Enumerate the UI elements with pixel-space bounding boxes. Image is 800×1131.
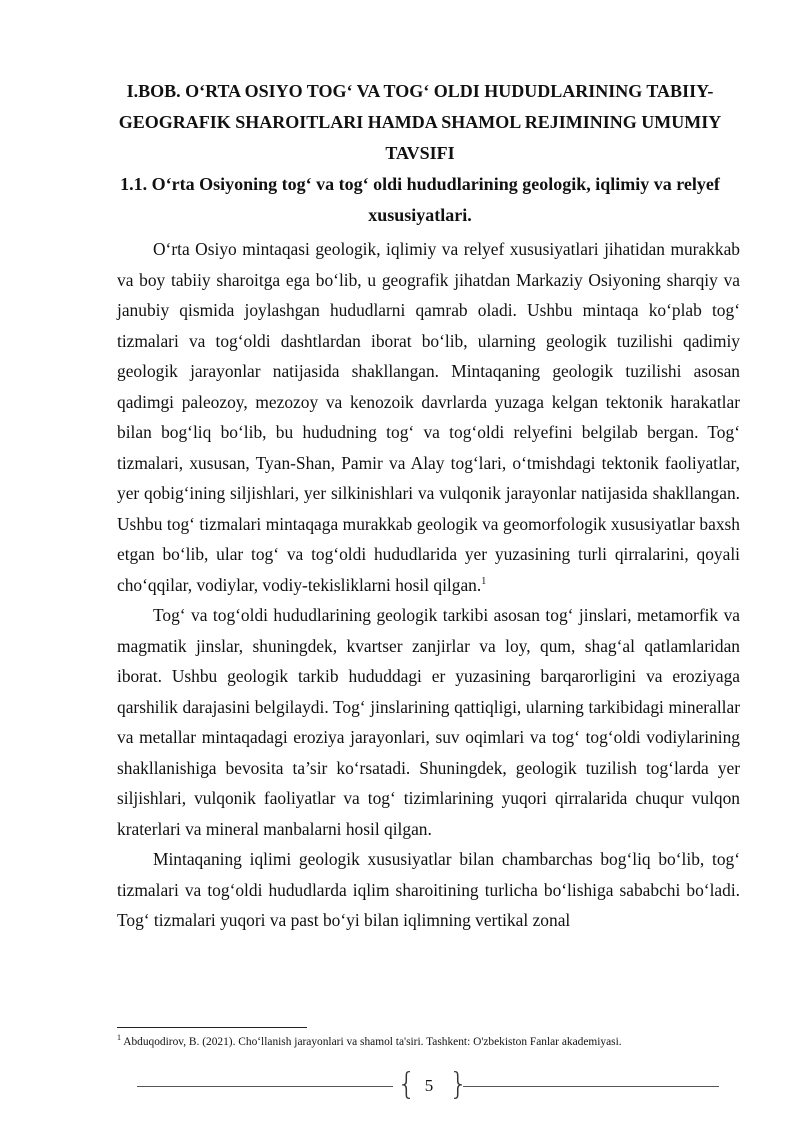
paragraph-1 [117, 234, 740, 600]
footnote-mark: 1 [117, 1033, 121, 1043]
footnote-reference[interactable]: 1 [481, 575, 487, 587]
paragraph-3: Mintaqaning iqlimi geologik xususiyatlar bilan chambarchas bog‘liq bo‘lib, tog‘ tizmalari va tog‘oldi hududlarda iqlim sharoitining turlicha bo‘lishiga sababchi bo‘ladi. Tog‘ tizmalari yuqori va past bo‘yi bilan iqlimning vertikal zonal [117, 849, 740, 930]
footnote [117, 1034, 747, 1050]
paragraph-1-text: O‘rta Osiyo mintaqasi geologik, iqlimiy va relyef xususiyatlari jihatidan murakkab va boy tabiiy sharoitga ega bo‘lib, u geografik jihatdan Markaziy Osiyoning sharqiy va janubiy qismida joylashgan hududlarni qamrab oladi. Ushbu mintaqa ko‘plab tog‘ tizmalari va tog‘oldi dashtlardan iborat bo‘lib, ularning geologik tuzilishi qadimiy geologik jarayonlar natijasida shakllangan. Mintaqaning geologik tuzilishi asosan qadimgi paleozoy, mezozoy va kenozoik davrlarda yuzaga kelgan tektonik harakatlar bilan bog‘liq bo‘lib, bu hududning tog‘ va tog‘oldi relyefini belgilab bergan. Tog‘ tizmalari, xususan, Tyan-Shan, Pamir va Alay tog‘lari, o‘tmishdagi tektonik faoliyatlar, yer qobig‘ining siljishlari, yer silkinishlari va vulqonik jarayonlar natijasida shakllangan. Ushbu tog‘ tizmalari mintaqaga murakkab geologik va geomorfologik xususiyatlar baxsh etgan bo‘lib, ular tog‘ va tog‘oldi hududlarida yer yuzasining turli qirralarini, qoyali cho‘qqilar, vodiylar, vodiy-tekisliklarni hosil qilgan. [117, 239, 740, 595]
body-text [117, 234, 740, 936]
footnote-separator [117, 1027, 307, 1028]
page-number-line-left [137, 1086, 393, 1087]
page-number-bracket-right: } [449, 1067, 469, 1102]
chapter-title: I.BOB. O‘RTA OSIYO TOG‘ VA TOG‘ OLDI HUDUDLARINING TABIIY-GEOGRAFIK SHAROITLARI HAMDA SHAMOL REJIMINING UMUMIY TAVSIFI [118, 81, 722, 163]
page-number-line-right [463, 1086, 719, 1087]
footnote-text: Abduqodirov, B. (2021). Cho‘llanish jarayonlari va shamol ta'siri. Tashkent: O'zbekiston Fanlar akademiyasi. [123, 1036, 622, 1048]
page-number: 5 [424, 1076, 434, 1095]
section-title: 1.1. O‘rta Osiyoning tog‘ va tog‘ oldi hududlarining geologik, iqlimiy va relyef xususiyatlari. [120, 174, 720, 225]
paragraph-2: Tog‘ va tog‘oldi hududlarining geologik tarkibi asosan tog‘ jinslari, metamorfik va magmatik jinslar, shuningdek, kvartser zanjirlar va loy, qum, shag‘al qatlamlaridan iborat. Ushbu geologik tarkib hududdagi er yuzasining barqarorligini va eroziyaga qarshilik darajasini belgilaydi. Tog‘ jinslarining qattiqligi, ularning tarkibidagi minerallar va metallar mintaqadagi eroziya jarayonlari, suv oqimlari va tog‘ tog‘oldi vodiylarining shakllanishiga bevosita ta’sir ko‘rsatadi. Shuningdek, geologik tuzilish tog‘larda yer siljishlari, vulqonik faoliyatlar va tog‘ tizimlarining yuqori qirralarida chuqur vulqon kraterlari va mineral manbalarni hosil qilgan. [117, 605, 740, 839]
page-number-bracket-left: { [397, 1067, 417, 1102]
